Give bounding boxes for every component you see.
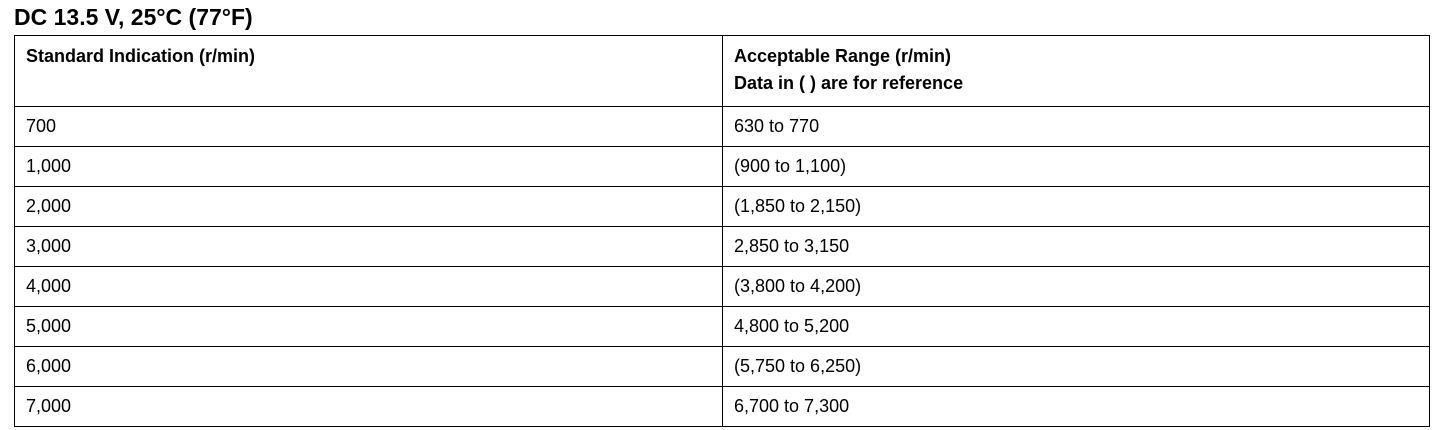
acceptable-range-cell: 630 to 770 xyxy=(723,107,1430,147)
table-header-row xyxy=(15,36,1430,107)
table-row xyxy=(15,267,1430,307)
spec-table xyxy=(14,35,1430,427)
table-row xyxy=(15,107,1430,147)
table-row xyxy=(15,387,1430,427)
table-row xyxy=(15,347,1430,387)
table-row xyxy=(15,307,1430,347)
page-title: DC 13.5 V, 25°C (77°F) xyxy=(14,4,253,30)
acceptable-range-cell: (1,850 to 2,150) xyxy=(723,187,1430,227)
acceptable-range-cell: (900 to 1,100) xyxy=(723,147,1430,187)
standard-indication-cell: 700 xyxy=(15,107,723,147)
header-standard-indication: Standard Indication (r/min) xyxy=(15,36,723,107)
acceptable-range-cell: 6,700 to 7,300 xyxy=(723,387,1430,427)
acceptable-range-cell: (5,750 to 6,250) xyxy=(723,347,1430,387)
table-row xyxy=(15,227,1430,267)
standard-indication-cell: 2,000 xyxy=(15,187,723,227)
standard-indication-cell: 6,000 xyxy=(15,347,723,387)
acceptable-range-cell: (3,800 to 4,200) xyxy=(723,267,1430,307)
acceptable-range-cell: 4,800 to 5,200 xyxy=(723,307,1430,347)
header-acceptable-range xyxy=(723,36,1430,107)
standard-indication-cell: 7,000 xyxy=(15,387,723,427)
standard-indication-cell: 1,000 xyxy=(15,147,723,187)
standard-indication-cell: 5,000 xyxy=(15,307,723,347)
table-row xyxy=(15,187,1430,227)
standard-indication-cell: 4,000 xyxy=(15,267,723,307)
header-acceptable-range-title: Acceptable Range (r/min) xyxy=(734,46,952,66)
header-reference-note: Data in ( ) are for reference xyxy=(734,73,964,93)
table-row xyxy=(15,147,1430,187)
acceptable-range-cell: 2,850 to 3,150 xyxy=(723,227,1430,267)
standard-indication-cell: 3,000 xyxy=(15,227,723,267)
